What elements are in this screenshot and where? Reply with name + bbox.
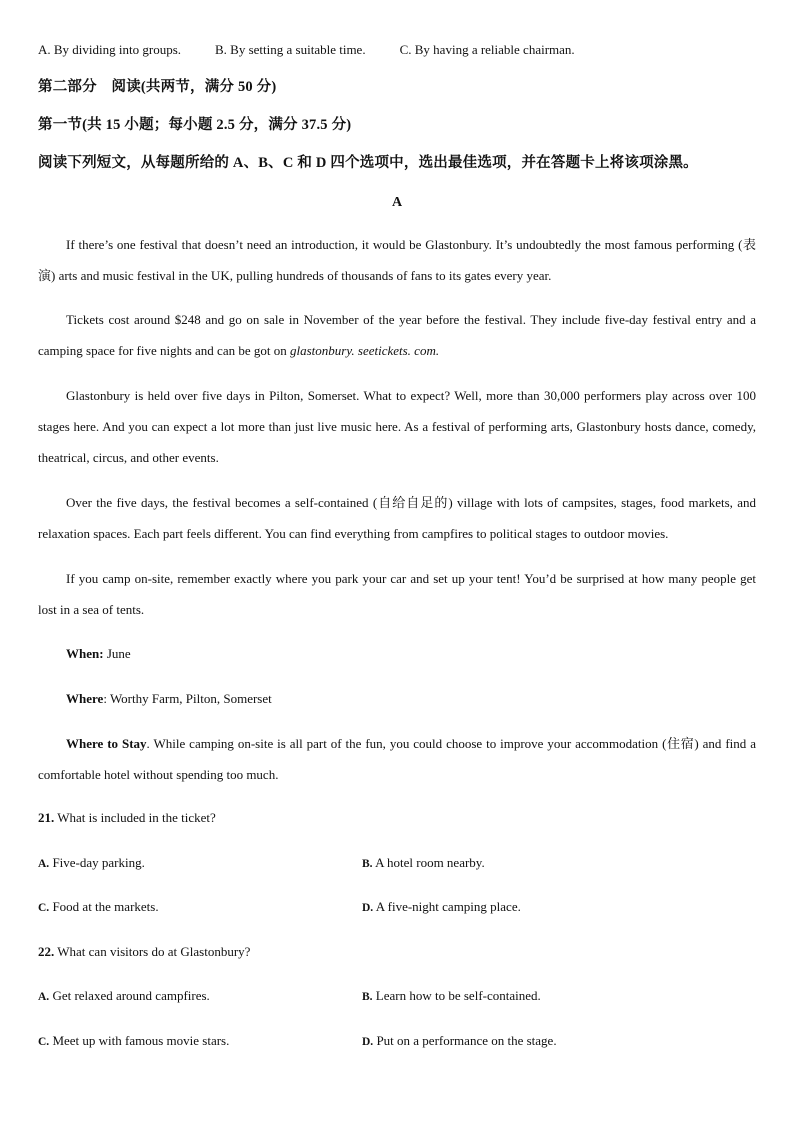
where-label: Where [66,691,104,706]
when-value: June [103,646,131,661]
option-text: A five-night camping place. [373,899,521,914]
stay-label: Where to Stay [66,736,147,751]
option-text: Food at the markets. [49,899,159,914]
q21-option-c[interactable] [38,897,159,918]
option-b: B. By setting a suitable time. [215,42,366,57]
option-text: A hotel room nearby. [372,855,485,870]
q21-option-b[interactable] [362,853,485,874]
section-heading: 第一节(共 15 小题；每小题 2.5 分，满分 37.5 分) [38,117,352,133]
info-when [38,638,756,669]
option-text: Put on a performance on the stage. [373,1033,557,1048]
option-text: Meet up with famous movie stars. [49,1033,230,1048]
q22-option-a[interactable] [38,986,210,1007]
paragraph-2 [38,304,756,366]
paragraph-2-text: Tickets cost around $248 and go on sale in November of the year before the festival. They include five-day festival entry and a camping space for five nights and can be got on [38,312,756,358]
q21-option-d[interactable] [362,897,521,918]
passage-label: A [391,195,403,210]
q21-option-a[interactable] [38,853,145,874]
option-letter: B. [362,991,373,1003]
option-letter: D. [362,902,374,914]
info-where [38,683,756,714]
question-number: 21. [38,810,55,825]
option-text: Get relaxed around campfires. [49,988,210,1003]
question-22 [38,942,250,962]
q22-option-b[interactable] [362,986,541,1007]
option-letter: D. [362,1036,374,1048]
paragraph-5: If you camp on-site, remember exactly where you park your car and set up your tent! You’d be surprised at how many people get lost in a sea of tents. [38,571,756,617]
option-letter: C. [38,902,50,914]
paragraph-4: Over the five days, the festival becomes a self-contained (自给自足的) village with lots of campsites, stages, food markets, and relaxation spaces. Each part feels different. You can find everything from campfires to political stages to outdoor movies. [38,495,756,541]
stay-value: . While camping on-site is all part of the fun, you could choose to improve your accommodation (住宿) and find a comfortable hotel without spending too much. [38,736,756,782]
info-where-to-stay [38,728,756,790]
option-letter: A. [38,858,50,870]
option-letter: A. [38,991,50,1003]
question-text: What is included in the ticket? [54,810,216,825]
option-text: Learn how to be self-contained. [372,988,541,1003]
q22-option-d[interactable] [362,1031,557,1052]
option-letter: B. [362,858,373,870]
paragraph-1: If there’s one festival that doesn’t need an introduction, it would be Glastonbury. It’s undoubtedly the most famous performing (表演) arts and music festival in the UK, pulling hundreds of thousands of fans to its gates every year. [38,237,756,283]
question-21 [38,808,216,828]
paragraph-3: Glastonbury is held over five days in Pilton, Somerset. What to expect? Well, more than 30,000 performers play across over 100 stages here. And you can expect a lot more than just live music here. As a festival of performing arts, Glastonbury hosts dance, comedy, theatrical, circus, and other events. [38,388,756,465]
question-text: What can visitors do at Glastonbury? [54,944,251,959]
q22-option-c[interactable] [38,1031,229,1052]
option-text: Five-day parking. [49,855,145,870]
instructions: 阅读下列短文，从每题所给的 A、B、C 和 D 四个选项中，选出最佳选项，并在答题卡上将该项涂黑。 [38,155,698,171]
option-a: A. By dividing into groups. [38,42,182,57]
option-letter: C. [38,1036,50,1048]
option-c: C. By having a reliable chairman. [399,42,575,57]
question-number: 22. [38,944,55,959]
where-value: : Worthy Farm, Pilton, Somerset [103,691,272,706]
ticket-website: glastonbury. seetickets. com. [289,343,440,358]
previous-question-options [38,34,756,65]
when-label: When: [66,646,104,661]
part-heading: 第二部分 阅读(共两节，满分 50 分) [38,79,277,95]
